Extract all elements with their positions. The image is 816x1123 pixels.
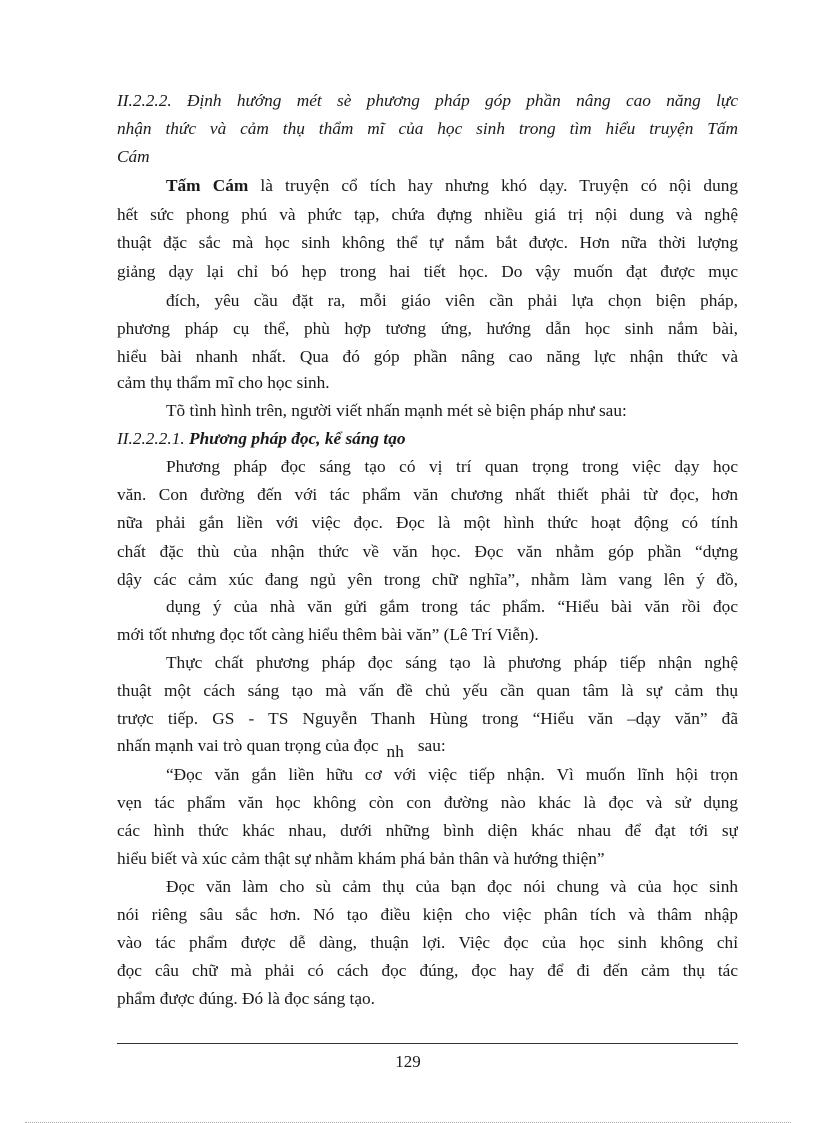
paragraph-3-line-4: chất đặc thù của nhận thức về văn học. Đọc văn nhằm góp phần “dựng (117, 542, 738, 561)
paragraph-4-line-1: Thực chất phương pháp đọc sáng tạo là phương pháp tiếp nhận nghệ (166, 653, 738, 672)
paragraph-5-line-4: đọc câu chữ mà phải có cách đọc đúng, đọc hay để đi đến cảm thụ tác (117, 961, 738, 980)
paragraph-1-line-4: giảng dạy lại chỉ bó hẹp trong hai tiết học. Do vậy muốn đạt được mục (117, 262, 738, 281)
paragraph-5-line-3: vào tác phẩm được dễ dàng, thuận lợi. Việc đọc của học sinh không chỉ (117, 933, 738, 952)
subsection-title: Phương pháp đọc, kể sáng tạo (189, 429, 406, 448)
paragraph-4-line-3: trược tiếp. GS - TS Nguyễn Thanh Hùng trong “Hiểu văn –dạy văn” đã (117, 709, 738, 728)
paragraph-4-line-4-end: sau: (417, 736, 446, 755)
section-heading-line-2: nhận thức và cảm thụ thẩm mĩ của học sinh trong tìm hiểu truyện Tấm (117, 119, 738, 138)
paragraph-1-line-6: phương pháp cụ thể, phù hợp tương ứng, hướng dẫn học sinh nắm bài, (117, 319, 738, 338)
quote-line-1: “Đọc văn gắn liền hữu cơ với việc tiếp nhận. Vì muốn lĩnh hội trọn (166, 765, 738, 784)
paragraph-4-line-4 (117, 732, 738, 760)
page-number: 129 (395, 1052, 421, 1071)
paragraph-4-line-4-text: nhấn mạnh vai trò quan trọng của đọc (117, 736, 379, 755)
paragraph-1-line-8: cảm thụ thẩm mĩ cho học sinh. (117, 373, 330, 392)
paragraph-3-line-5: dậy các cảm xúc đang ngủ yên trong chữ nghĩa”, nhằm làm vang lên ý đồ, (117, 570, 738, 589)
section-heading-line-3: Cám (117, 147, 150, 166)
paragraph-1-line-1-text: là truyện cổ tích hay nhưng khó dạy. Truyện có nội dung (248, 176, 738, 195)
story-title: Tấm Cám (166, 176, 249, 195)
quote-line-2: vẹn tác phẩm văn học không còn con đường nào khác là đọc và sử dụng (117, 793, 738, 812)
subsection-number: II.2.2.2.1. (117, 429, 185, 448)
quote-line-3: các hình thức khác nhau, dưới những bình diện khác nhau để đạt tới sự (117, 821, 738, 840)
paragraph-2-line-1: Tõ tình hình trên, người viết nhấn mạnh mét sè biện pháp như sau: (166, 401, 627, 420)
paragraph-3-line-2: văn. Con đường đến với tác phẩm văn chương nhất thiết phải từ đọc, hơn (117, 485, 738, 504)
paragraph-1-line-2: hết sức phong phú và phức tạp, chứa đựng nhiều giá trị nội dung và nghệ (117, 205, 738, 224)
paragraph-1-line-7: hiểu bài nhanh nhất. Qua đó góp phần nâng cao năng lực nhận thức và (117, 347, 738, 366)
subsection-heading (117, 425, 738, 453)
quote-line-4: hiểu biết và xúc cảm thật sự nhằm khám phá bản thân và hướng thiện” (117, 849, 605, 868)
paragraph-3-line-3: nữa phải gắn liền với việc đọc. Đọc là một hình thức hoạt động có tính (117, 513, 738, 532)
paragraph-5-line-2: nói riêng sâu sắc hơn. Nó tạo điều kiện cho việc phân tích và thâm nhập (117, 905, 738, 924)
paragraph-4-line-2: thuật một cách sáng tạo mà vấn đề chủ yếu cần quan tâm là sự cảm thụ (117, 681, 738, 700)
paragraph-1-line-3: thuật đặc sắc mà học sinh không thể tự nắm bắt được. Hơn nữa thời lượng (117, 233, 738, 252)
paragraph-1-line-1 (166, 172, 738, 200)
paragraph-5-line-1: Đọc văn làm cho sù cảm thụ của bạn đọc nói chung và của học sinh (166, 877, 738, 896)
subscript-artifact: nh (386, 742, 404, 760)
paragraph-5-line-5: phẩm được đúng. Đó là đọc sáng tạo. (117, 989, 375, 1008)
paragraph-3-line-7: mới tốt nhưng đọc tốt càng hiểu thêm bài văn” (Lê Trí Viễn). (117, 625, 539, 644)
paragraph-1-line-5: đích, yêu cầu đặt ra, mỗi giáo viên cần phải lựa chọn biện pháp, (166, 291, 738, 310)
footer-rule (117, 1043, 738, 1044)
section-heading-line-1: II.2.2.2. Định hướng mét sè phương pháp góp phần nâng cao năng lực (117, 91, 738, 110)
paragraph-3-line-6: dụng ý của nhà văn gửi gắm trong tác phẩm. “Hiểu bài văn rồi đọc (166, 597, 738, 616)
paragraph-3-line-1: Phương pháp đọc sáng tạo có vị trí quan trọng trong việc dạy học (166, 457, 738, 476)
